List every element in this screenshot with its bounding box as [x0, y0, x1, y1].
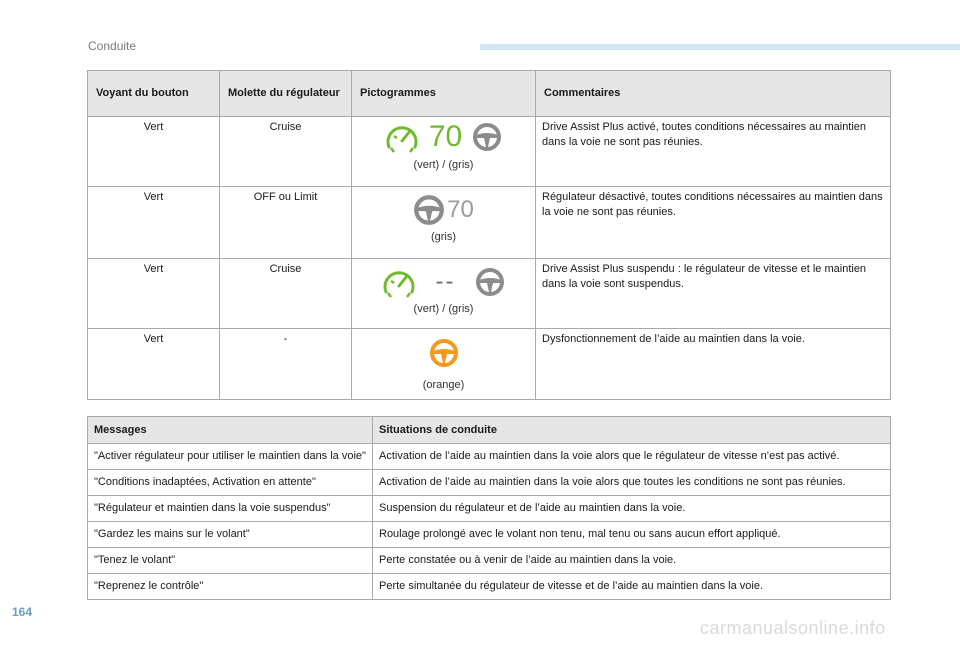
cell-message: "Reprenez le contrôle" [88, 574, 373, 600]
pictogram-caption: (orange) [422, 379, 465, 391]
table-row [88, 522, 891, 548]
pictogram-caption: (vert) / (gris) [413, 159, 474, 171]
table-row [88, 259, 891, 329]
pictogram-table [87, 70, 891, 400]
cell-message: "Gardez les mains sur le volant" [88, 522, 373, 548]
messages-table-header [88, 417, 891, 444]
cell-situation: Perte constatée ou à venir de l’aide au maintien dans la voie. [373, 548, 891, 574]
table-row [88, 574, 891, 600]
table-row [88, 470, 891, 496]
cell-situation: Activation de l’aide au maintien dans la voie alors que toutes les conditions ne sont pas réunies. [373, 470, 891, 496]
cell-voyant: Vert [88, 259, 220, 329]
header-molette: Molette du régulateur [220, 71, 352, 117]
cell-pictogram [352, 259, 536, 329]
pictogram-table-header [88, 71, 891, 117]
cell-comment: Dysfonctionnement de l’aide au maintien dans la voie. [536, 329, 891, 400]
speed-value: 70 [428, 120, 463, 153]
pictogram-caption: (gris) [430, 231, 457, 243]
steering-wheel-icon [413, 194, 445, 226]
watermark-text: carmanualsonline.info [700, 618, 886, 638]
speed-value: -- [435, 268, 456, 295]
cell-situation: Perte simultanée du régulateur de vitesse et de l’aide au maintien dans la voie. [373, 574, 891, 600]
cell-molette: OFF ou Limit [220, 187, 352, 259]
table-row [88, 496, 891, 522]
steering-wheel-icon [472, 122, 502, 152]
cell-comment: Drive Assist Plus suspendu : le régulateur de vitesse et le maintien dans la voie sont suspendus. [536, 259, 891, 329]
header-voyant: Voyant du bouton [88, 71, 220, 117]
header-messages: Messages [88, 417, 373, 444]
steering-wheel-icon [429, 338, 459, 368]
speed-value: 70 [447, 196, 474, 223]
section-title: Conduite [88, 39, 137, 53]
table-row [88, 444, 891, 470]
cell-situation: Roulage prolongé avec le volant non tenu, mal tenu ou sans aucun effort appliqué. [373, 522, 891, 548]
table-row [88, 117, 891, 187]
cell-situation: Activation de l’aide au maintien dans la voie alors que le régulateur de vitesse n’est pas activé. [373, 444, 891, 470]
cell-voyant: Vert [88, 117, 220, 187]
table-row [88, 187, 891, 259]
cell-situation: Suspension du régulateur et de l’aide au maintien dans la voie. [373, 496, 891, 522]
cell-pictogram [352, 329, 536, 400]
cell-comment: Drive Assist Plus activé, toutes conditions nécessaires au maintien dans la voie ne sont pas réunies. [536, 117, 891, 187]
cell-pictogram [352, 117, 536, 187]
speedometer-icon [382, 266, 416, 298]
cell-voyant: Vert [88, 329, 220, 400]
table-row [88, 329, 891, 400]
cell-voyant: Vert [88, 187, 220, 259]
header-commentaires: Commentaires [536, 71, 891, 117]
cell-molette: Cruise [220, 117, 352, 187]
speedometer-icon [385, 121, 419, 153]
steering-wheel-icon [475, 267, 505, 297]
cell-message: "Tenez le volant" [88, 548, 373, 574]
cell-message: "Régulateur et maintien dans la voie suspendus" [88, 496, 373, 522]
table-row [88, 548, 891, 574]
header-situations: Situations de conduite [373, 417, 891, 444]
cell-comment: Régulateur désactivé, toutes conditions nécessaires au maintien dans la voie ne sont pas réunies. [536, 187, 891, 259]
cell-molette: Cruise [220, 259, 352, 329]
pictogram-caption: (vert) / (gris) [413, 303, 474, 315]
cell-pictogram [352, 187, 536, 259]
cell-message: "Activer régulateur pour utiliser le maintien dans la voie" [88, 444, 373, 470]
page-number: 164 [12, 605, 33, 619]
messages-table [87, 416, 891, 600]
header-accent-bar [480, 44, 960, 50]
cell-message: "Conditions inadaptées, Activation en attente" [88, 470, 373, 496]
cell-molette: - [220, 329, 352, 400]
header-pictogrammes: Pictogrammes [352, 71, 536, 117]
